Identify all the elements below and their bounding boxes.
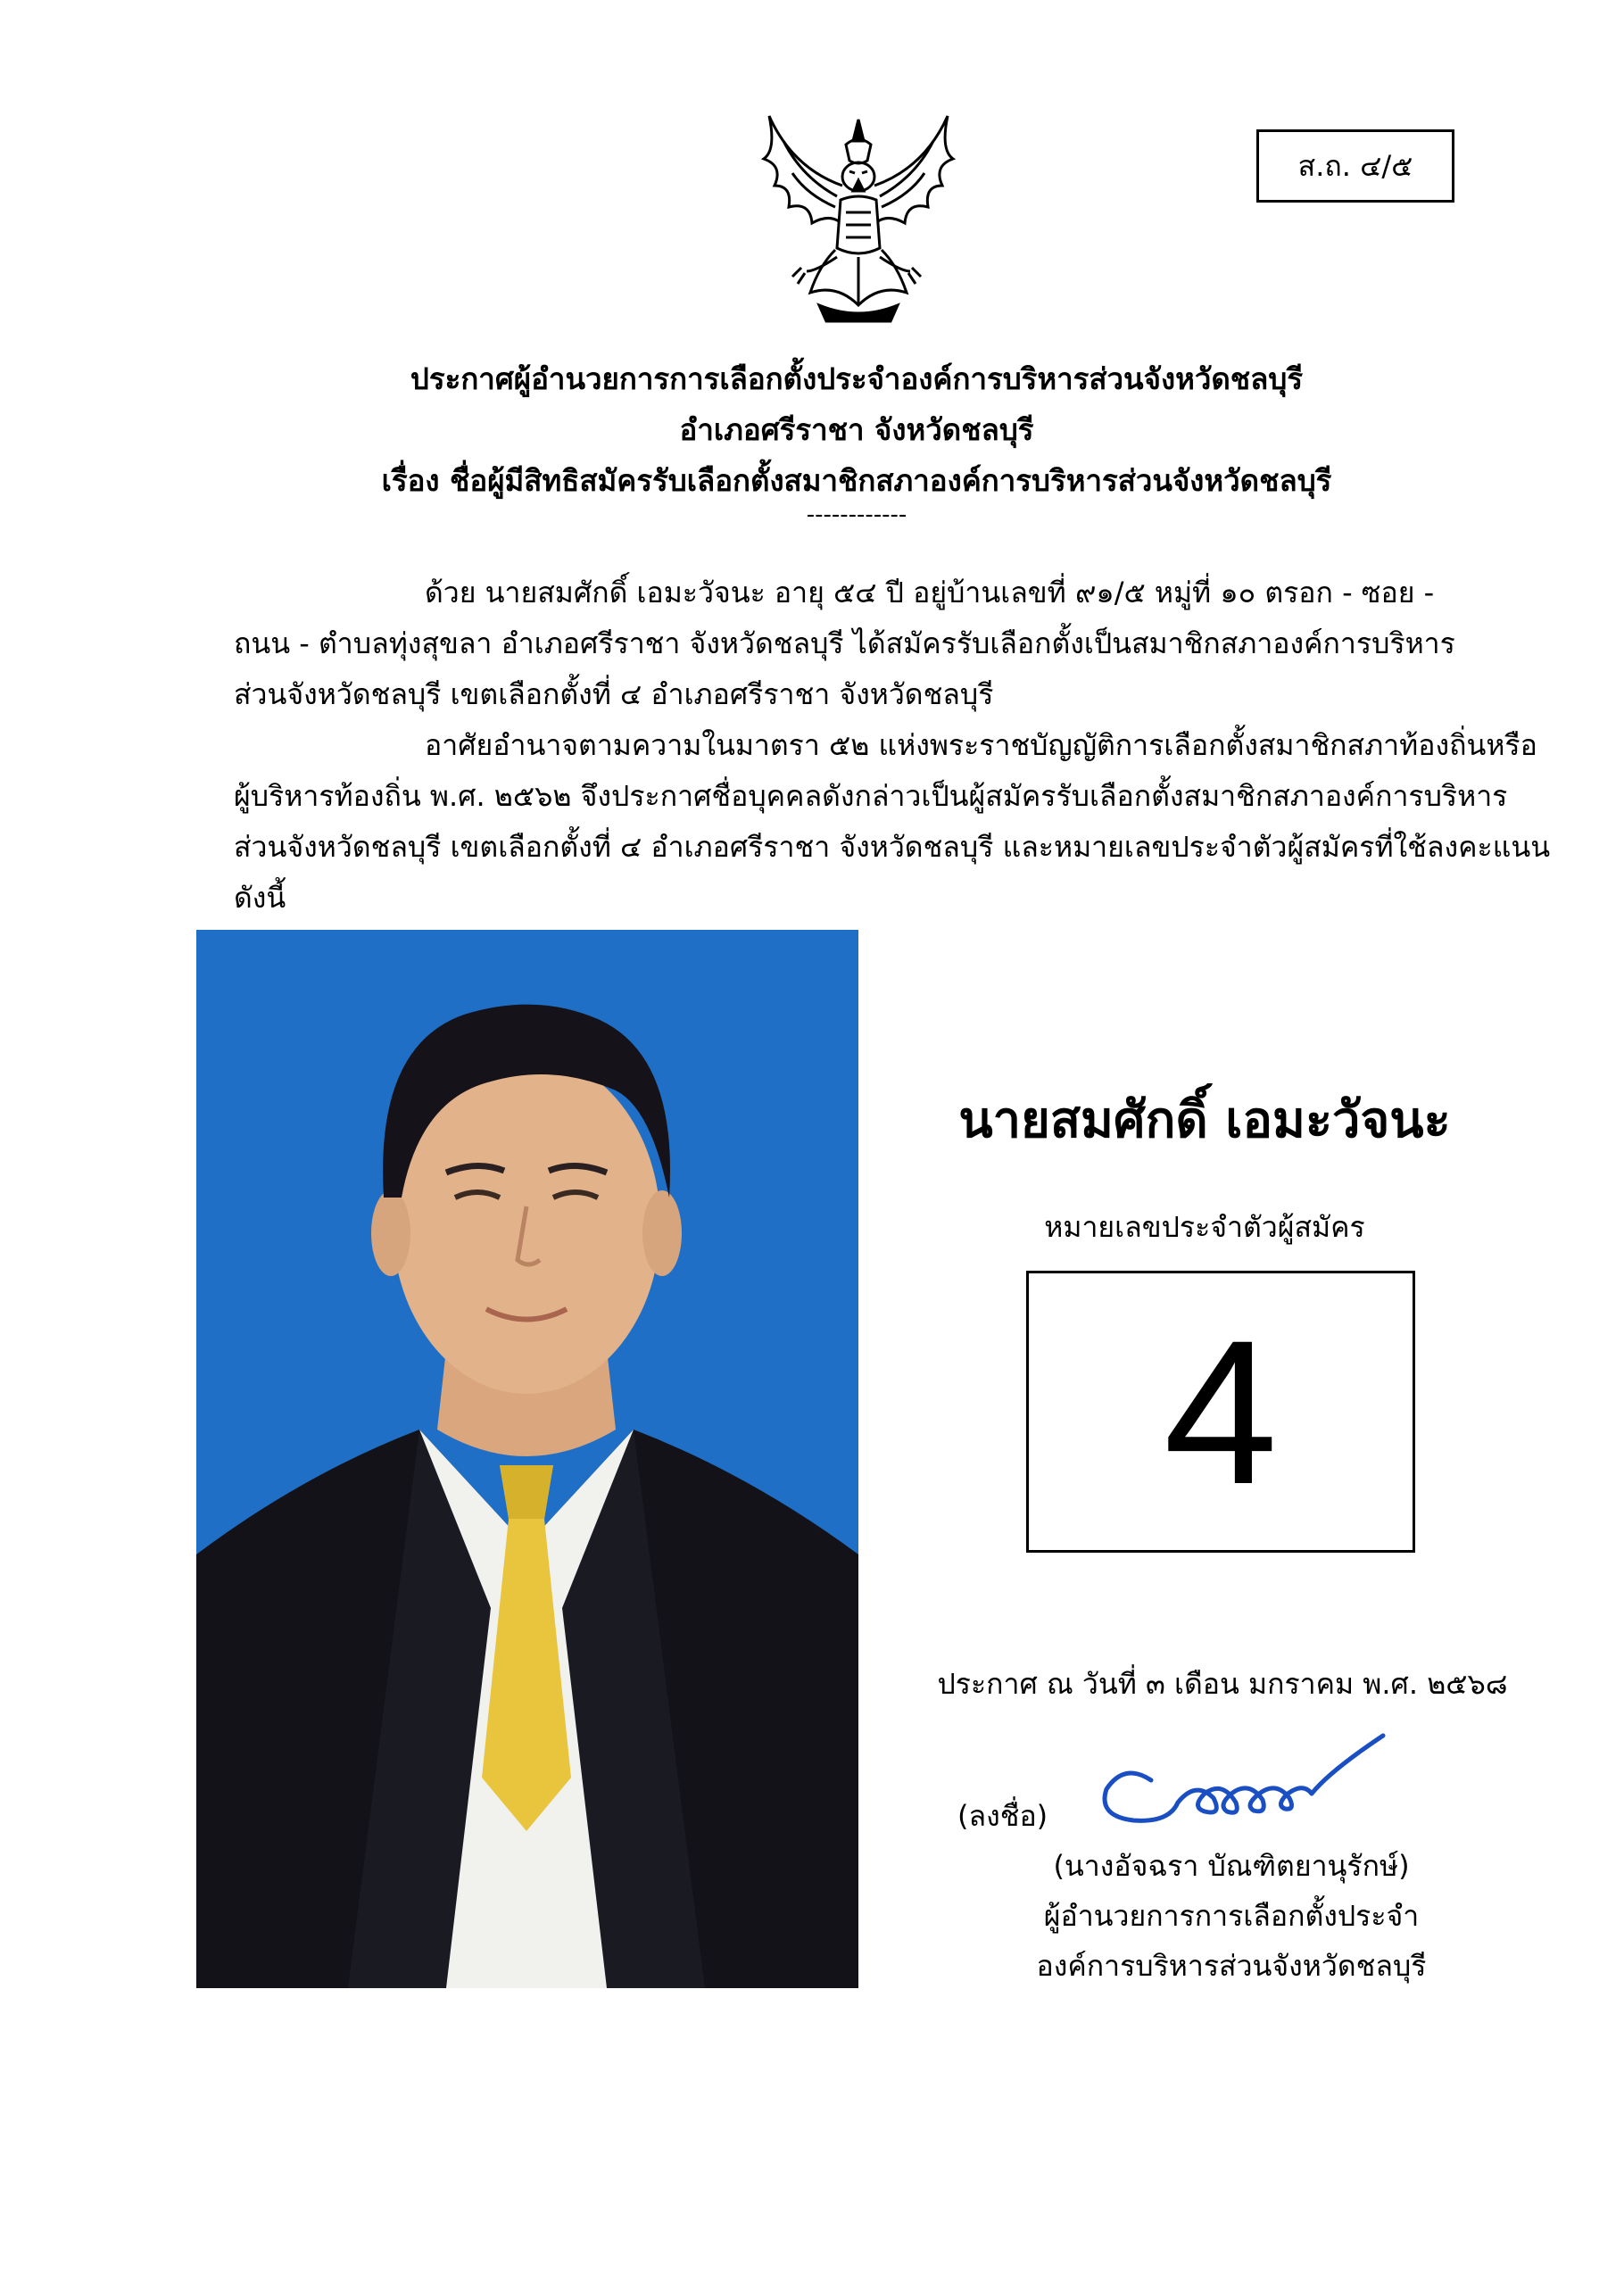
form-code-box [1256,129,1454,203]
candidate-number: 4 [1164,1297,1278,1527]
body-line: ส่วนจังหวัดชลบุรี เขตเลือกตั้งที่ ๔ อำเภอศรีราชา จังหวัดชลบุรี และหมายเลขประจำตัวผู้สมัครที่ใช้ลงคะแนน [234,830,1551,864]
candidate-photo [196,930,858,1988]
district-heading: อำเภอศรีราชา จังหวัดชลบุรี [679,412,1034,447]
body-line: อาศัยอำนาจตามความในมาตรา ๕๒ แห่งพระราชบัญญัติการเลือกตั้งสมาชิกสภาท้องถิ่นหรือ [425,728,1537,762]
body-line: ส่วนจังหวัดชลบุรี เขตเลือกตั้งที่ ๔ อำเภอศรีราชา จังหวัดชลบุรี [234,677,994,711]
candidate-number-box [1026,1271,1415,1553]
body-line: ผู้บริหารท้องถิ่น พ.ศ. ๒๕๖๒ จึงประกาศชื่อบุคคลดังกล่าวเป็นผู้สมัครรับเลือกตั้งสมาชิกสภาองค์การบริหาร [234,779,1508,813]
announcement-heading: ประกาศผู้อำนวยการการเลือกตั้งประจำองค์การบริหารส่วนจังหวัดชลบุรี [410,361,1304,396]
signer-organization: องค์การบริหารส่วนจังหวัดชลบุรี [1036,1949,1427,1983]
subject-heading: เรื่อง ชื่อผู้มีสิทธิสมัครรับเลือกตั้งสมาชิกสภาองค์การบริหารส่วนจังหวัดชลบุรี [381,463,1332,498]
heading-separator: ------------ [806,501,907,528]
sign-label: (ลงชื่อ) [957,1799,1048,1833]
body-text [234,568,1551,916]
signature-icon [1089,1718,1392,1843]
garuda-emblem-icon [757,114,960,325]
candidate-name: นายสมศักดิ์ เอมะวัจนะ [958,1091,1451,1149]
body-line: ถนน - ตำบลทุ่งสุขลา อำเภอศรีราชา จังหวัดชลบุรี ได้สมัครรับเลือกตั้งเป็นสมาชิกสภาองค์การบริหาร [234,626,1455,660]
form-code: ส.ถ. ๔/๕ [1297,148,1413,183]
body-line: ดังนี้ [234,881,286,915]
announcement-date: ประกาศ ณ วันที่ ๓ เดือน มกราคม พ.ศ. ๒๕๖๘ [937,1667,1508,1701]
signer-title: ผู้อำนวยการการเลือกตั้งประจำ [1043,1899,1420,1933]
body-line: ด้วย นายสมศักดิ์ เอมะวัจนะ อายุ ๕๔ ปี อยู่บ้านเลขที่ ๙๑/๕ หมู่ที่ ๑๐ ตรอก - ซอย - [425,576,1435,609]
signer-name: (นางอัจฉรา บัณฑิตยานุรักษ์) [1053,1849,1410,1883]
candidate-number-label: หมายเลขประจำตัวผู้สมัคร [1044,1210,1365,1244]
candidate-portrait [196,930,858,1988]
